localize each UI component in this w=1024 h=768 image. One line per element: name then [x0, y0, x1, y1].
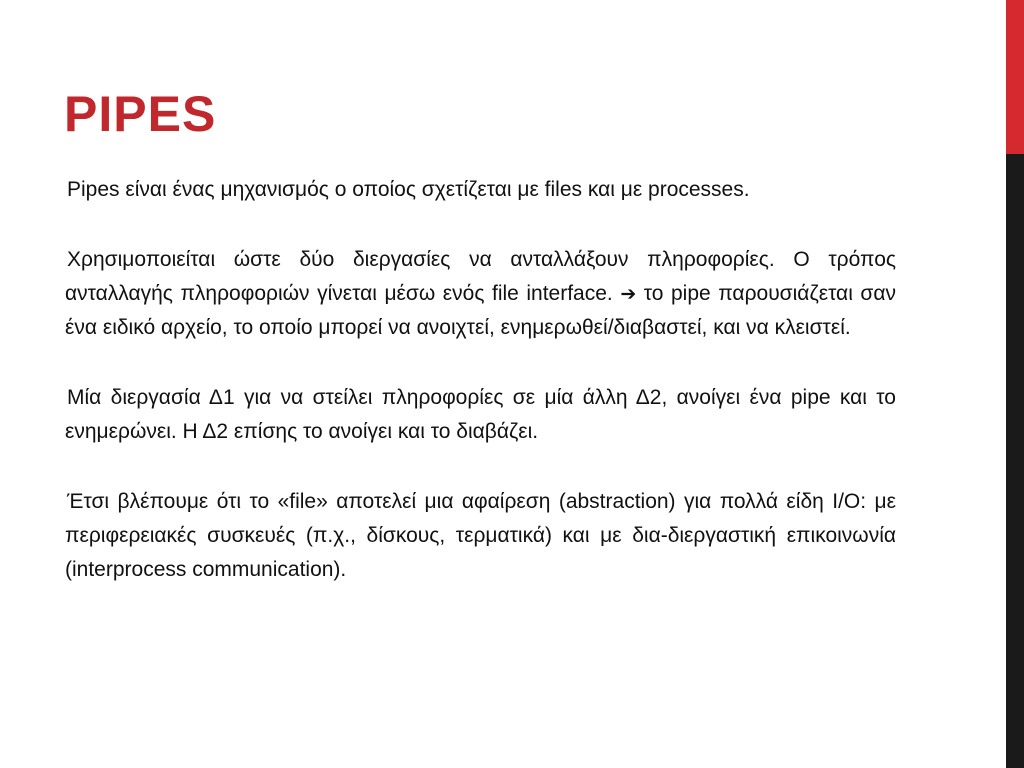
- slide-title: PIPES: [64, 86, 217, 142]
- paragraph-pipes-usage: [65, 243, 896, 345]
- paragraph-text: Χρησιμοποιείται ώστε δύο διεργασίες να ανταλλάξουν πληροφορίες. Ο τρόπος ανταλλαγής πληροφοριών γίνεται μέσω ενός file interface.: [65, 248, 896, 305]
- accent-bar-dark: [1006, 154, 1024, 768]
- paragraph-text-continuation: το pipe παρουσιάζεται σαν ένα ειδικό αρχείο, το οποίο μπορεί να ανοιχτεί, ενημερωθεί/διαβαστεί, και να κλειστεί.: [65, 282, 897, 339]
- right-arrow-icon: ➔: [620, 283, 637, 305]
- paragraph-text: Pipes είναι ένας μηχανισμός ο οποίος σχετίζεται με files και με processes.: [67, 178, 750, 201]
- paragraph-pipes-definition: [65, 173, 896, 207]
- paragraph-text: Μία διεργασία Δ1 για να στείλει πληροφορίες σε μία άλλη Δ2, ανοίγει ένα pipe και το ενημερώνει. Η Δ2 επίσης το ανοίγει και το διαβάζει.: [65, 386, 896, 443]
- slide-body: [65, 173, 896, 623]
- paragraph-text: Έτσι βλέπουμε ότι το «file» αποτελεί μια αφαίρεση (abstraction) για πολλά είδη I/O: με περιφερειακές συσκευές (π.χ., δίσκους, τερματικά) και με δια-διεργαστική επικοινωνία (interprocess communication).: [65, 490, 896, 581]
- paragraph-file-abstraction: [65, 485, 896, 587]
- paragraph-process-example: [65, 381, 896, 449]
- accent-bar-red: [1006, 0, 1024, 154]
